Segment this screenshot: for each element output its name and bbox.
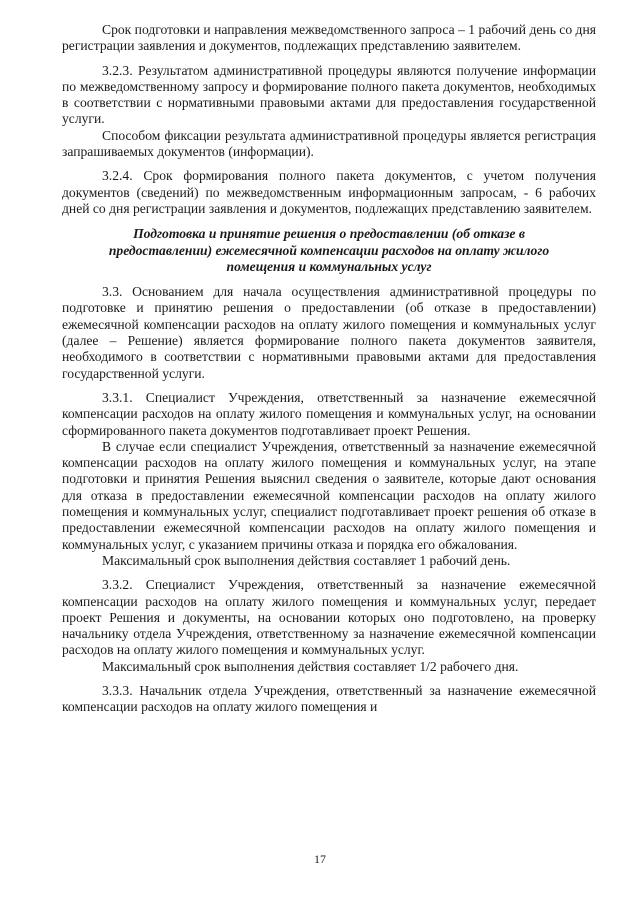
paragraph-3-3: 3.3. Основанием для начала осуществления административной процедуры по подготовке и принятию решения о предоставлении (об отказе в предоставлении) ежемесячной компенсации расходов на оплату жилого помещения и коммунальных услуг (далее – Решение) является формирование полного пакета документов заявителя, необходимого в соответствии с нормативными правовыми актами для предоставления государственной услуги.: [62, 284, 596, 381]
document-page: [62, 22, 596, 716]
paragraph-3-2-3: 3.2.3. Результатом административной процедуры являются получение информации по межведомственному запросу и формирование полного пакета документов, необходимых в соответствии с нормативными правовыми актами для предоставления государственной услуги.: [62, 62, 596, 127]
paragraph-max-term-2: Максимальный срок выполнения действия составляет 1/2 рабочего дня.: [102, 658, 519, 674]
paragraph-refusal-case: В случае если специалист Учреждения, ответственный за назначение ежемесячной компенсации расходов на оплату жилого помещения и коммунальных услуг, на этапе подготовки и принятия Решения выяснил сведения о заявителе, которые дают основания для отказа в предоставлении ежемесячной компенсации расходов на оплату жилого помещения и коммунальных услуг, специалист подготавливает проект решения об отказе в предоставлении ежемесячной компенсации расходов на оплату жилого помещения и коммунальных услуг, с указанием причины отказа и порядка его обжалования.: [62, 438, 596, 552]
paragraph-request-deadline: Срок подготовки и направления межведомственного запроса – 1 рабочий день со дня регистрации заявления и документов, подлежащих представлению заявителем.: [62, 22, 596, 54]
paragraph-result-fixation: Способом фиксации результата административной процедуры является регистрация запрашиваемых документов (информации).: [62, 127, 596, 160]
paragraph-3-3-2: 3.3.2. Специалист Учреждения, ответственный за назначение ежемесячной компенсации расходов на оплату жилого помещения и коммунальных услуг, передает проект Решения и документы, на основании которых оно подготовлено, на проверку начальнику отдела Учреждения, ответственному за назначение ежемесячной компенсации расходов на оплату жилого помещения и коммунальных услуг.: [62, 577, 596, 658]
paragraph-max-term-1: Максимальный срок выполнения действия составляет 1 рабочий день.: [102, 552, 511, 568]
page-number: 17: [314, 852, 326, 866]
paragraph-3-3-1: 3.3.1. Специалист Учреждения, ответственный за назначение ежемесячной компенсации расходов на оплату жилого помещения и коммунальных услуг, на основании сформированного пакета документов подготавливает проект Решения.: [62, 389, 596, 438]
paragraph-3-3-3: 3.3.3. Начальник отдела Учреждения, ответственный за назначение ежемесячной компенсации расходов на оплату жилого помещения и: [62, 682, 596, 715]
section-heading: Подготовка и принятие решения о предоставлении (об отказе в предоставлении) ежемесячной компенсации расходов на оплату жилого помещения и коммунальных услуг: [108, 226, 550, 274]
paragraph-3-2-4: 3.2.4. Срок формирования полного пакета документов, с учетом получения документов (сведений) по межведомственным информационным запросам, - 6 рабочих дней со дня регистрации заявления и документов, подлежащих представлению заявителем.: [62, 168, 596, 216]
